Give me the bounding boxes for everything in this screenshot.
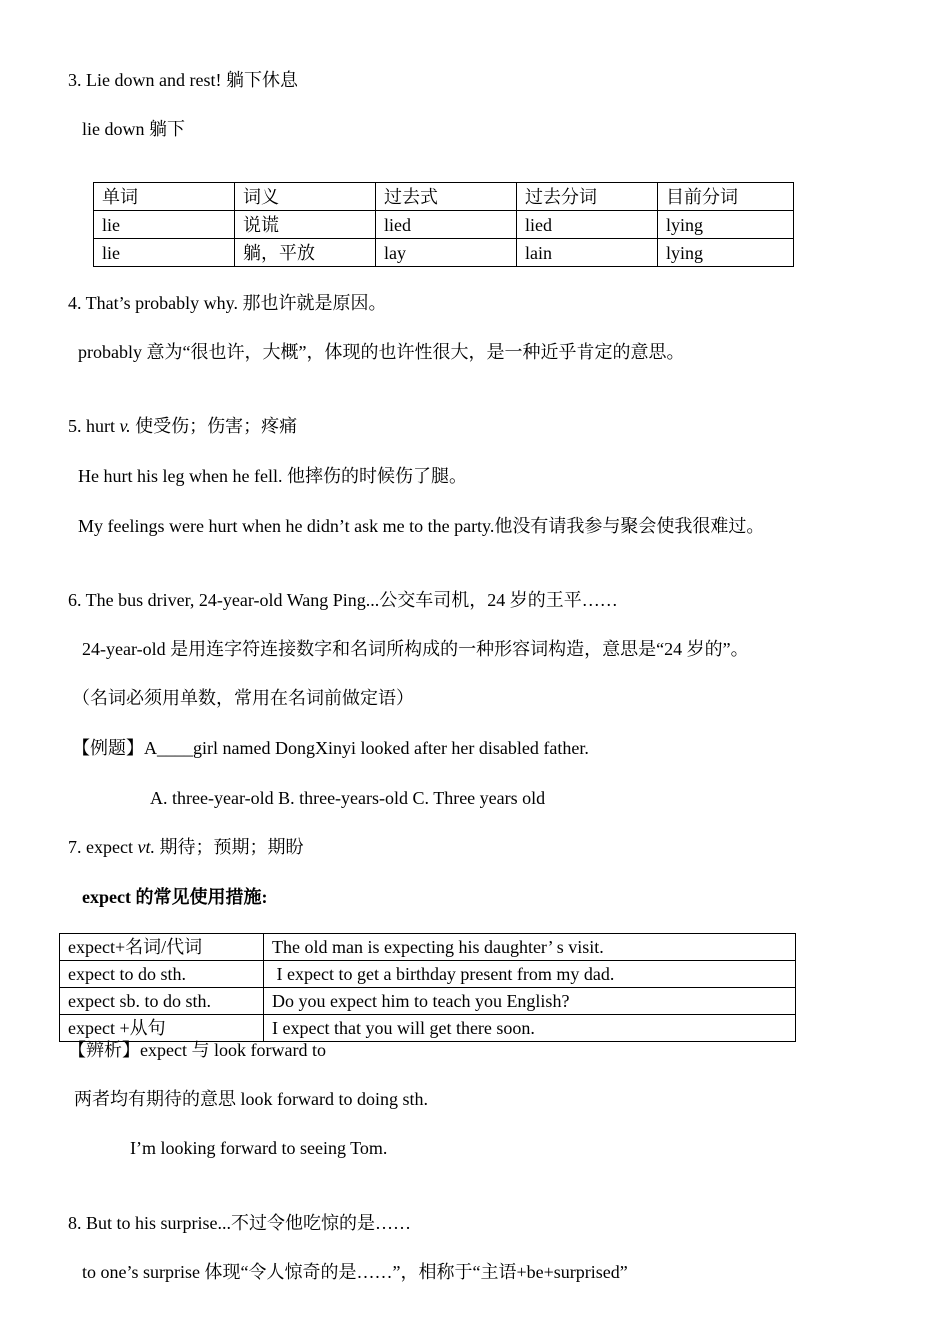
section-3-note: lie down 躺下 (82, 119, 185, 139)
section-7-analysis-example: I’m looking forward to seeing Tom. (130, 1138, 388, 1158)
table-cell: lay (376, 239, 517, 267)
section-3-heading: 3. Lie down and rest! 躺下休息 (68, 70, 298, 90)
section-5-heading (68, 414, 297, 438)
section-7-subheading: expect 的常见使用措施: (82, 887, 268, 907)
table-cell: lying (658, 239, 794, 267)
table-cell: 目前分词 (658, 183, 794, 211)
table-cell: expect sb. to do sth. (60, 988, 264, 1015)
table-row (94, 211, 794, 239)
table-cell: lain (517, 239, 658, 267)
table-cell: lying (658, 211, 794, 239)
table-cell: 过去式 (376, 183, 517, 211)
table-cell: expect+名词/代词 (60, 934, 264, 961)
expect-usage-table (59, 933, 796, 1042)
lie-forms-table (93, 182, 794, 267)
section-7-analysis: 【辨析】expect 与 look forward to (68, 1040, 326, 1060)
table-cell: lied (376, 211, 517, 239)
table-cell: expect +从句 (60, 1015, 264, 1042)
section-6-example: 【例题】A____girl named DongXinyi looked after her disabled father. (72, 738, 589, 758)
section-6-heading: 6. The bus driver, 24-year-old Wang Ping...公交车司机，24 岁的王平…… (68, 590, 618, 610)
table-cell: lie (94, 211, 235, 239)
table-cell: 单词 (94, 183, 235, 211)
table-row (60, 988, 796, 1015)
section-5-example-2: My feelings were hurt when he didn’t ask me to the party.他没有请我参与聚会使我很难过。 (78, 516, 765, 536)
section-4-heading: 4. That’s probably why. 那也许就是原因。 (68, 293, 387, 313)
section-6-note-2: （名词必须用单数，常用在名词前做定语） (72, 688, 414, 708)
section-8-note: to one’s surprise 体现“令人惊奇的是……”，相称于“主语+be+surprised” (82, 1262, 628, 1282)
table-cell: 说谎 (235, 211, 376, 239)
section-5-heading-text: 5. hurt v. 使受伤；伤害；疼痛 (68, 416, 298, 436)
table-cell: I expect to get a birthday present from my dad. (264, 961, 796, 988)
section-5-example-1: He hurt his leg when he fell. 他摔伤的时候伤了腿。 (78, 466, 467, 486)
table-cell: 过去分词 (517, 183, 658, 211)
table-cell: lied (517, 211, 658, 239)
section-6-note-1: 24-year-old 是用连字符连接数字和名词所构成的一种形容词构造，意思是“24 岁的”。 (82, 639, 749, 659)
table-cell: The old man is expecting his daughter’ s visit. (264, 934, 796, 961)
table-cell: 躺，平放 (235, 239, 376, 267)
table-row (60, 934, 796, 961)
section-7-heading: 7. expect vt. 期待；预期；期盼 (68, 837, 304, 857)
section-4-note: probably 意为“很也许，大概”，体现的也许性很大，是一种近乎肯定的意思。 (78, 342, 685, 362)
section-8-heading: 8. But to his surprise...不过令他吃惊的是…… (68, 1213, 412, 1233)
table-cell: Do you expect him to teach you English? (264, 988, 796, 1015)
table-cell: 词义 (235, 183, 376, 211)
table-cell: I expect that you will get there soon. (264, 1015, 796, 1042)
table-header-row (94, 183, 794, 211)
section-6-options: A. three-year-old B. three-years-old C. Three years old (150, 788, 546, 808)
table-cell: expect to do sth. (60, 961, 264, 988)
table-row (60, 961, 796, 988)
table-row (94, 239, 794, 267)
section-7-analysis-note: 两者均有期待的意思 look forward to doing sth. (74, 1089, 428, 1109)
table-cell: lie (94, 239, 235, 267)
